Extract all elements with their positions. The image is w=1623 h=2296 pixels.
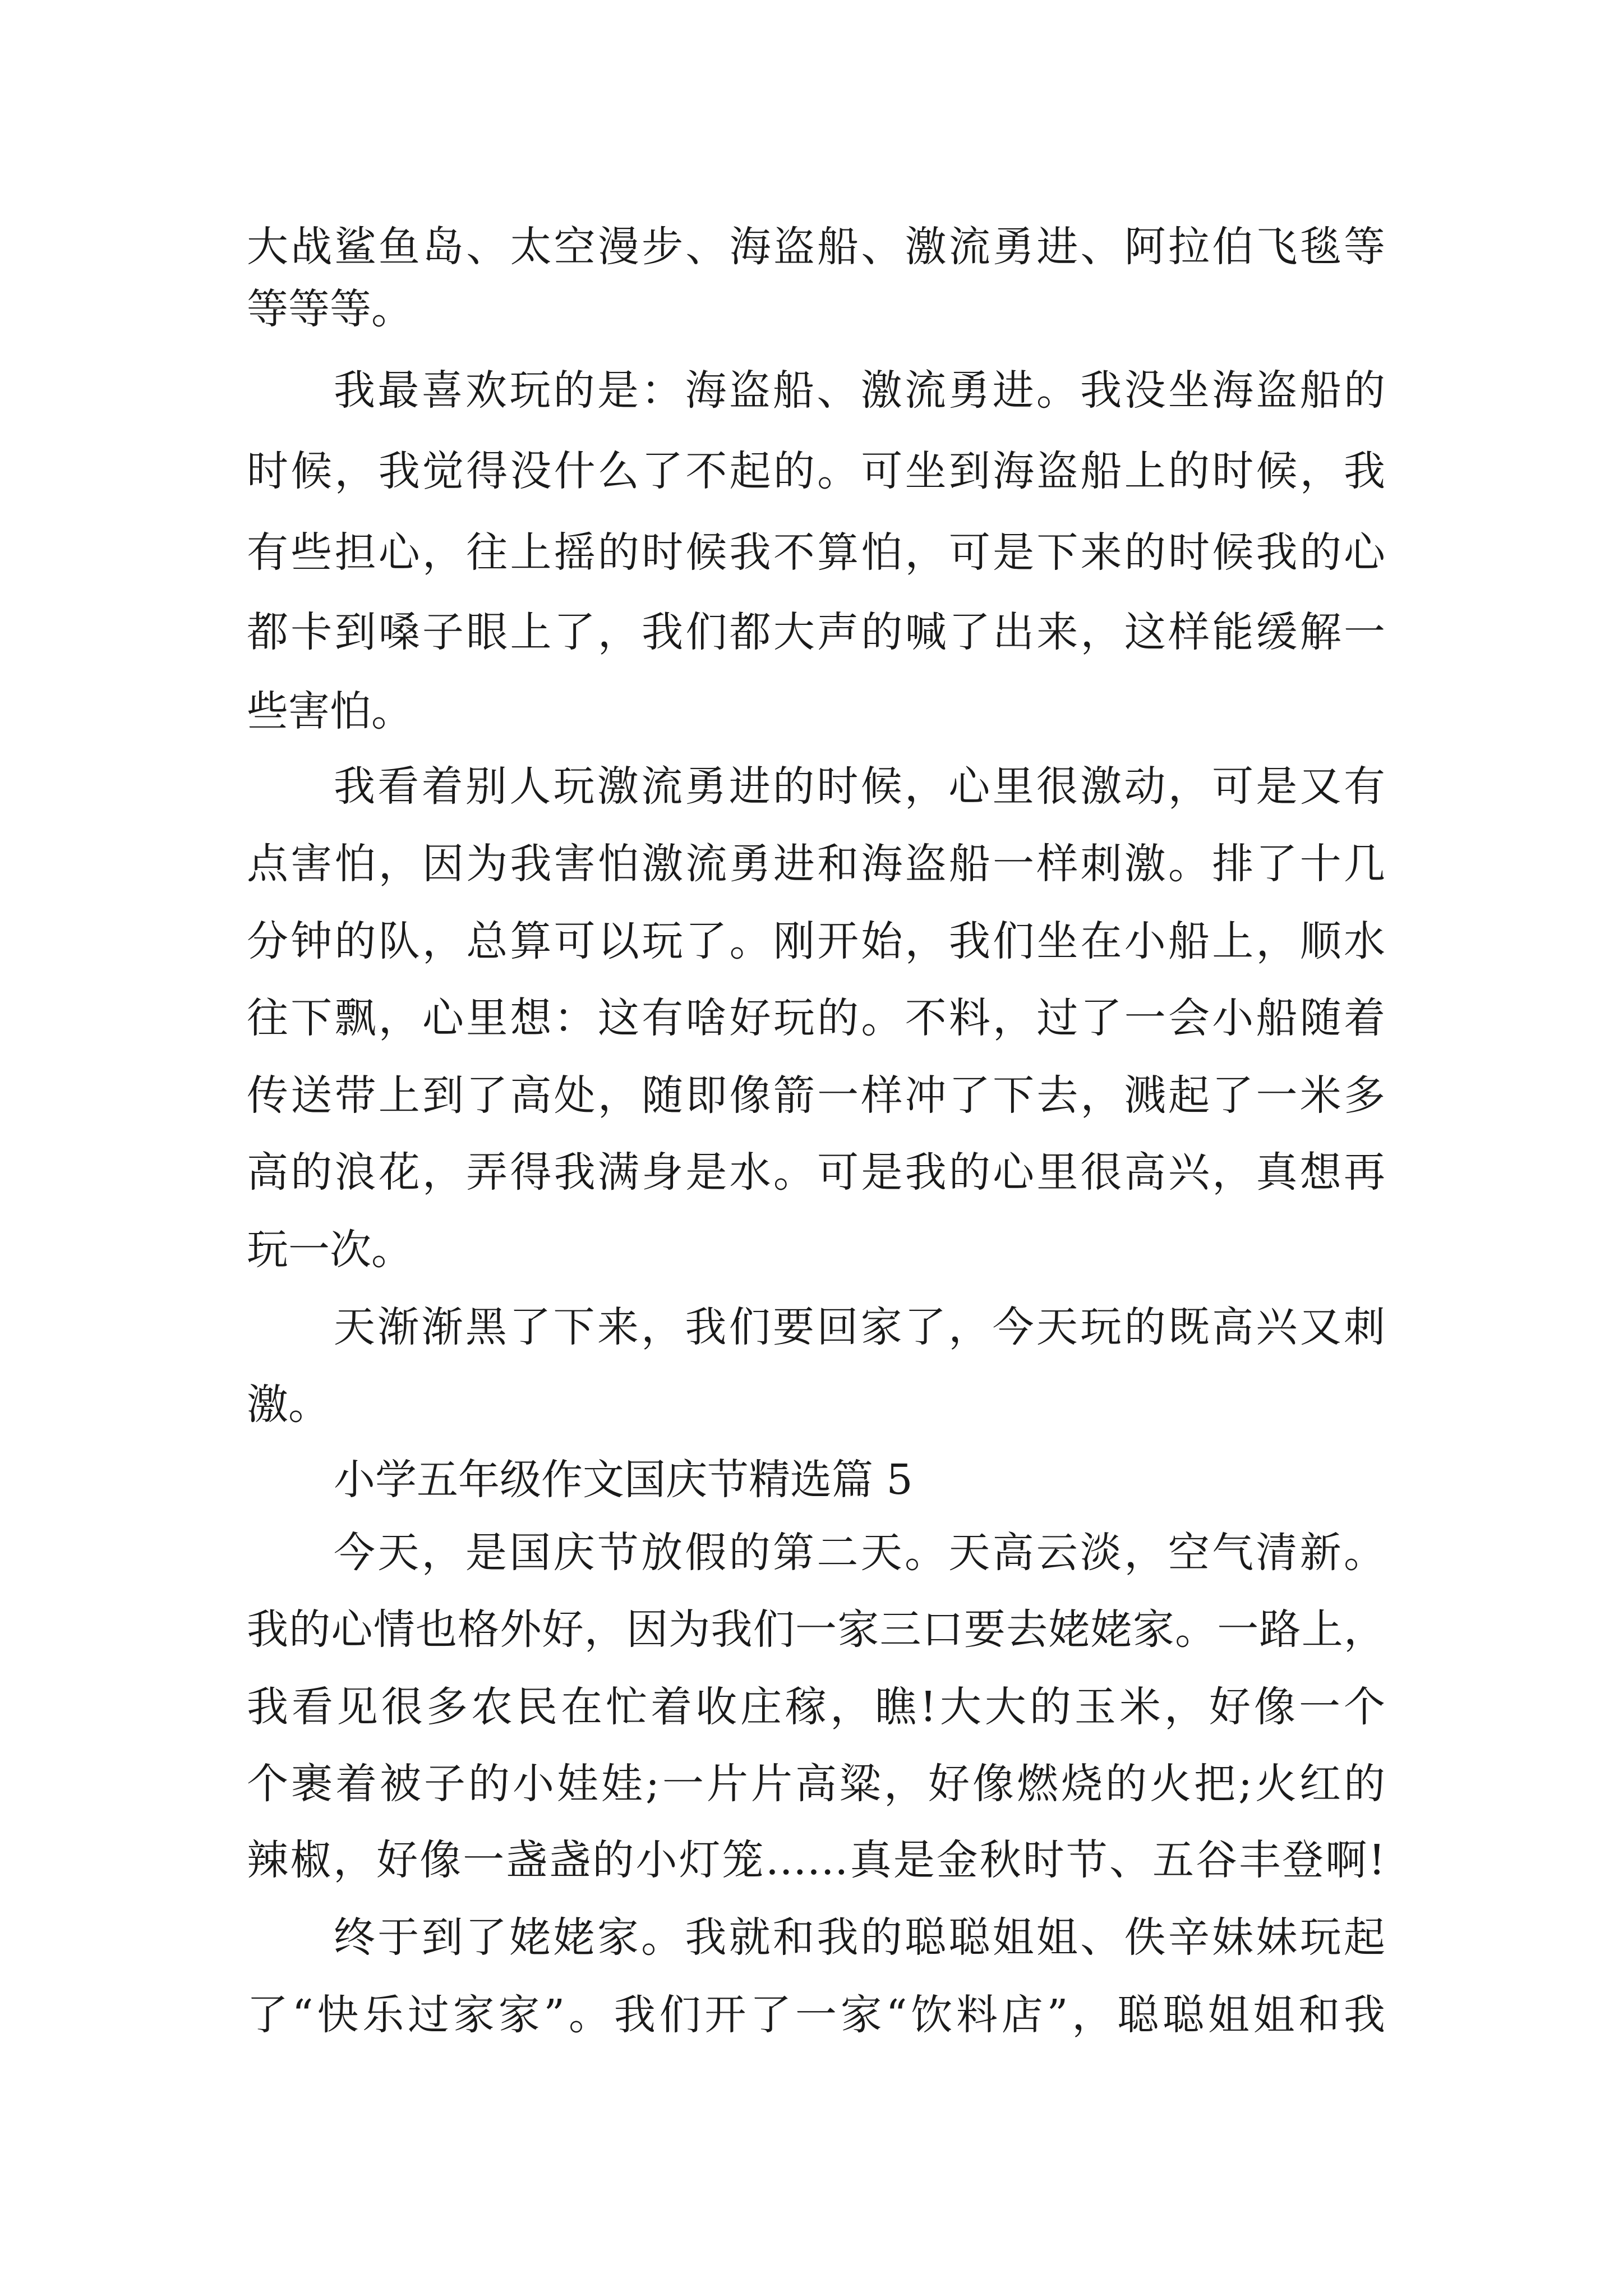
text-line: 了“快乐过家家”。我们开了一家“饮料店”，聪聪姐姐和我 bbox=[247, 1991, 1385, 2039]
text-line: 时候，我觉得没什么了不起的。可坐到海盗船上的时候，我 bbox=[247, 447, 1385, 495]
text-line: 分钟的队，总算可以玩了。刚开始，我们坐在小船上，顺水 bbox=[247, 917, 1385, 965]
text-line: 我最喜欢玩的是：海盗船、激流勇进。我没坐海盗船的 bbox=[334, 366, 1385, 415]
text-line: 玩一次。 bbox=[247, 1226, 413, 1274]
text-line: 些害怕。 bbox=[247, 687, 413, 735]
text-line: 都卡到嗓子眼上了，我们都大声的喊了出来，这样能缓解一 bbox=[247, 608, 1385, 656]
text-line: 我的心情也格外好，因为我们一家三口要去姥姥家。一路上， bbox=[247, 1605, 1385, 1654]
text-line: 大战鲨鱼岛、太空漫步、海盗船、激流勇进、阿拉伯飞毯等 bbox=[247, 223, 1385, 271]
text-line: 我看着别人玩激流勇进的时候，心里很激动，可是又有 bbox=[334, 762, 1385, 811]
section-heading: 小学五年级作文国庆节精选篇 5 bbox=[334, 1456, 913, 1504]
text-line: 个裹着被子的小娃娃;一片片高粱，好像燃烧的火把;火红的 bbox=[247, 1760, 1385, 1808]
text-line: 传送带上到了高处，随即像箭一样冲了下去，溅起了一米多 bbox=[247, 1071, 1385, 1120]
text-line: 今天，是国庆节放假的第二天。天高云淡，空气清新。 bbox=[334, 1529, 1385, 1577]
text-line: 终于到了姥姥家。我就和我的聪聪姐姐、佚辛妹妹玩起 bbox=[334, 1913, 1385, 1962]
text-line: 我看见很多农民在忙着收庄稼，瞧!大大的玉米，好像一个 bbox=[247, 1683, 1385, 1731]
text-line: 天渐渐黑了下来，我们要回家了，今天玩的既高兴又刺 bbox=[334, 1303, 1385, 1351]
text-line: 高的浪花，弄得我满身是水。可是我的心里很高兴，真想再 bbox=[247, 1148, 1385, 1197]
text-line: 等等等。 bbox=[247, 285, 413, 333]
text-line: 点害怕，因为我害怕激流勇进和海盗船一样刺激。排了十几 bbox=[247, 840, 1385, 888]
text-line: 辣椒，好像一盏盏的小灯笼……真是金秋时节、五谷丰登啊! bbox=[247, 1836, 1385, 1884]
text-line: 有些担心，往上摇的时候我不算怕，可是下来的时候我的心 bbox=[247, 528, 1385, 577]
text-line: 激。 bbox=[247, 1381, 330, 1429]
text-line: 往下飘，心里想：这有啥好玩的。不料，过了一会小船随着 bbox=[247, 994, 1385, 1042]
